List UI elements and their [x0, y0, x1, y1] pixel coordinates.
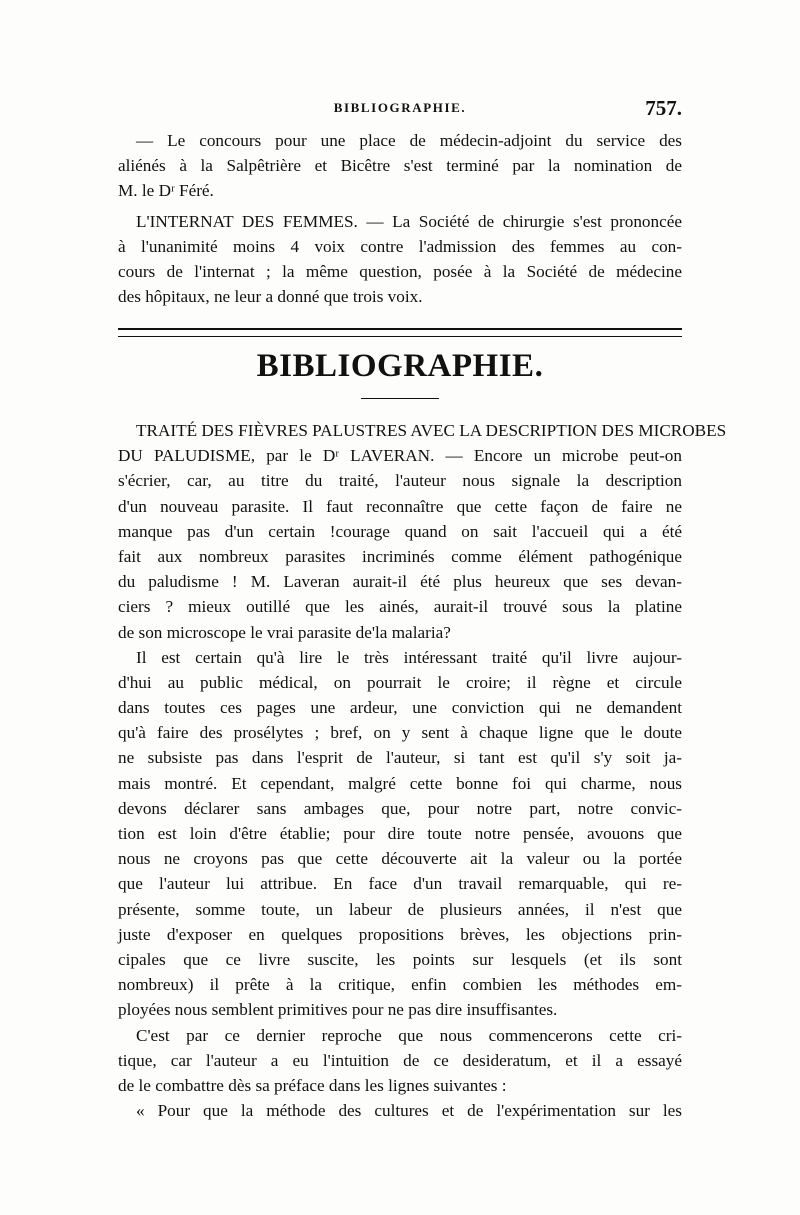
text-line: devons déclarer sans ambages que, pour notre part, notre convic-	[118, 798, 682, 818]
text-line: aliénés à la Salpêtrière et Bicêtre s'est terminé par la nomination de	[118, 156, 682, 176]
news-items	[118, 128, 682, 309]
text-line: cours de l'internat ; la même question, posée à la Société de médecine	[118, 261, 682, 281]
running-head	[118, 96, 682, 124]
text-line: Il est certain qu'à lire le très intéressant traité qu'il livre aujour-	[136, 647, 682, 667]
text-line: DU PALUDISME, par le Dʳ LAVERAN. — Encore un microbe peut-on	[118, 446, 682, 466]
paragraph-concours	[118, 128, 682, 204]
paragraph-internat	[118, 209, 682, 310]
text-line: nous ne croyons pas que cette découverte ait la valeur ou la portée	[118, 849, 682, 869]
running-title: BIBLIOGRAPHIE.	[333, 100, 467, 115]
text-line: L'INTERNAT DES FEMMES. — La Société de chirurgie s'est prononcée	[136, 211, 682, 231]
text-line: de son microscope le vrai parasite de'la malaria?	[118, 622, 451, 642]
text-line: des hôpitaux, ne leur a donné que trois voix.	[118, 287, 423, 307]
text-line: manque pas d'un certain !courage quand on sait l'accueil qui a été	[118, 521, 682, 541]
text-line: dans toutes ces pages une ardeur, une conviction qui ne demandent	[118, 698, 682, 718]
paragraph-quote	[118, 1098, 682, 1123]
page-number: 757.	[645, 96, 682, 120]
paragraph-critique	[118, 645, 682, 1023]
text-line: ployées nous semblent primitives pour ne pas dire insuffisantes.	[118, 1000, 558, 1020]
text-line: M. le Dʳ Féré.	[118, 181, 214, 201]
text-line: d'hui au public médical, on pourrait le croire; il règne et circule	[118, 672, 682, 692]
text-line: nombreux) il prête à la critique, enfin combien les méthodes em-	[118, 975, 682, 995]
section-divider	[118, 328, 682, 337]
text-line: présente, somme toute, un labeur de plusieurs années, il n'est que	[118, 899, 682, 919]
text-line: de le combattre dès sa préface dans les lignes suivantes :	[118, 1075, 507, 1095]
text-line: d'un nouveau parasite. Il faut reconnaître que cette façon de faire ne	[118, 496, 682, 516]
text-line: tion est loin d'être établie; pour dire toute notre pensée, avouons que	[118, 824, 682, 843]
section-heading: BIBLIOGRAPHIE.	[256, 348, 544, 384]
text-line: fait aux nombreux parasites incriminés comme élément pathogénique	[118, 546, 682, 566]
text-line: qu'à faire des prosélytes ; bref, on y sent à chaque ligne que le doute	[118, 723, 682, 743]
text-line: — Le concours pour une place de médecin-adjoint du service des	[136, 131, 682, 150]
text-line: s'écrier, car, au titre du traité, l'auteur nous signale la description	[118, 471, 682, 491]
heading-underline	[361, 398, 439, 399]
text-line: juste d'exposer en quelques propositions brèves, les objections prin-	[118, 924, 682, 944]
text-line: mais montré. Et cependant, malgré cette bonne foi qui charme, nous	[118, 773, 682, 793]
text-line: à l'unanimité moins 4 voix contre l'admission des femmes au con-	[118, 236, 682, 256]
text-line: C'est par ce dernier reproche que nous commencerons cette cri-	[136, 1025, 682, 1045]
paragraph-title	[118, 418, 727, 645]
text-line: du paludisme ! M. Laveran aurait-il été plus heureux que ses devan-	[118, 572, 682, 592]
text-line: cipales que ce livre suscite, les points sur lesquels (et ils sont	[118, 949, 682, 969]
text-line: ciers ? mieux outillé que les ainés, aurait-il trouvé sous la platine	[118, 597, 682, 617]
text-line: que l'auteur lui attribue. En face d'un travail remarquable, qui re-	[118, 874, 682, 894]
text-line: tique, car l'auteur a eu l'intuition de ce desideratum, et il a essayé	[118, 1050, 682, 1070]
review-body	[118, 418, 727, 1123]
text-line: TRAITÉ DES FIÈVRES PALUSTRES AVEC LA DESCRIPTION DES MICROBES	[136, 421, 727, 440]
paragraph-preface	[118, 1023, 682, 1099]
text-line: « Pour que la méthode des cultures et de l'expérimentation sur les	[136, 1101, 682, 1121]
text-line: ne subsiste pas dans l'esprit de l'auteur, si tant est qu'il s'y soit ja-	[118, 748, 682, 768]
